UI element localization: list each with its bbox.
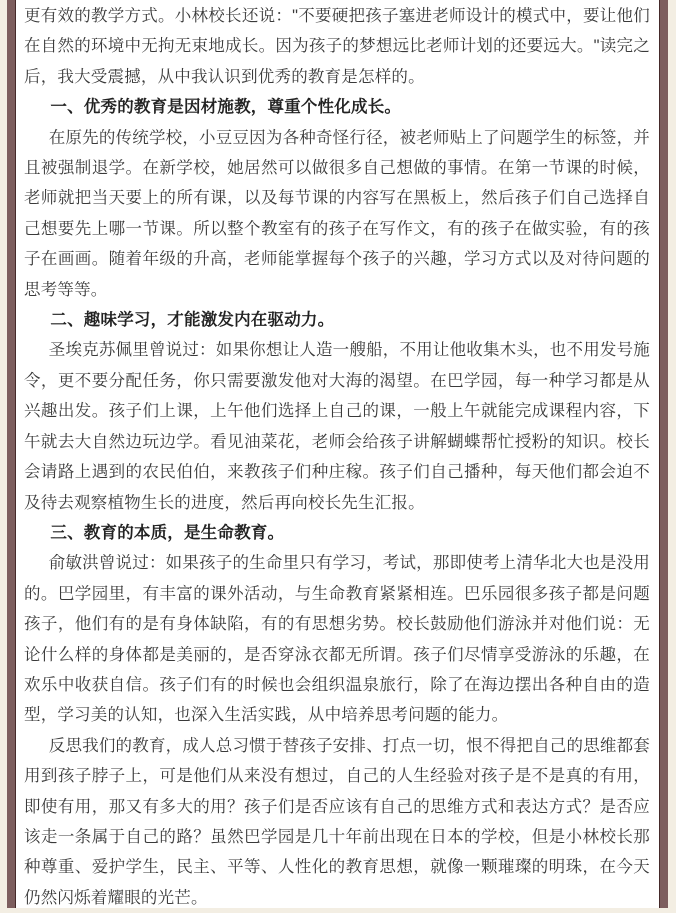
section-heading: 三、教育的本质，是生命教育。 — [24, 518, 650, 548]
document-paragraph: 反思我们的教育，成人总习惯于替孩子安排、打点一切，恨不得把自己的思维都套用到孩子脖子上，可是他们从来没有想过，自己的人生经验对孩子是不是真的有用，即使有用，那又有多大的用？孩子们是否应该有自己的思维方式和表达方式？是否应该走一条属于自己的路？虽然巴学园是几十年前出现在日本的学校，但是小林校长那种尊重、爱护学生，民主、平等、人性化的教育思想，就像一颗璀璨的明珠，在今天仍然闪烁着耀眼的光芒。 — [24, 731, 650, 913]
document-page — [7, 0, 668, 908]
document-body — [24, 1, 650, 913]
section-heading: 二、趣味学习，才能激发内在驱动力。 — [24, 305, 650, 335]
document-paragraph: 圣埃克苏佩里曾说过：如果你想让人造一艘船，不用让他收集木头，也不用发号施令，更不要分配任务，你只需要激发他对大海的渴望。在巴学园，每一种学习都是从兴趣出发。孩子们上课，上午他们选择上自己的课，一般上午就能完成课程内容，下午就去大自然边玩边学。看见油菜花，老师会给孩子讲解蝴蝶帮忙授粉的知识。校长会请路上遇到的农民伯伯，来教孩子们种庄稼。孩子们自己播种，每天他们都会迫不及待去观察植物生长的进度，然后再向校长先生汇报。 — [24, 335, 650, 517]
document-paragraph: 俞敏洪曾说过：如果孩子的生命里只有学习，考试，那即使考上清华北大也是没用的。巴学园里，有丰富的课外活动，与生命教育紧紧相连。巴乐园很多孩子都是问题孩子，他们有的是有身体缺陷，有的有思想劣势。校长鼓励他们游泳并对他们说：无论什么样的身体都是美丽的，是否穿泳衣都无所谓。孩子们尽情享受游泳的乐趣，在欢乐中收获自信。孩子们有的时候也会组织温泉旅行，除了在海边摆出各种自由的造型，学习美的认知，也深入生活实践，从中培养思考问题的能力。 — [24, 548, 650, 730]
document-paragraph: 在原先的传统学校，小豆豆因为各种奇怪行径，被老师贴上了问题学生的标签，并且被强制退学。在新学校，她居然可以做很多自己想做的事情。在第一节课的时候，老师就把当天要上的所有课，以及每节课的内容写在黑板上，然后孩子们自己选择自己想要先上哪一节课。所以整个教室有的孩子在写作文，有的孩子在做实验，有的孩子在画画。随着年级的升高，老师能掌握每个孩子的兴趣，学习方式以及对待问题的思考等等。 — [24, 123, 650, 305]
document-paragraph: 更有效的教学方式。小林校长还说："不要硬把孩子塞进老师设计的模式中，要让他们在自然的环境中无拘无束地成长。因为孩子的梦想远比老师计划的还要远大。"读完之后，我大受震撼，从中我认识到优秀的教育是怎样的。 — [24, 1, 650, 92]
section-heading: 一、优秀的教育是因材施教，尊重个性化成长。 — [24, 92, 650, 122]
